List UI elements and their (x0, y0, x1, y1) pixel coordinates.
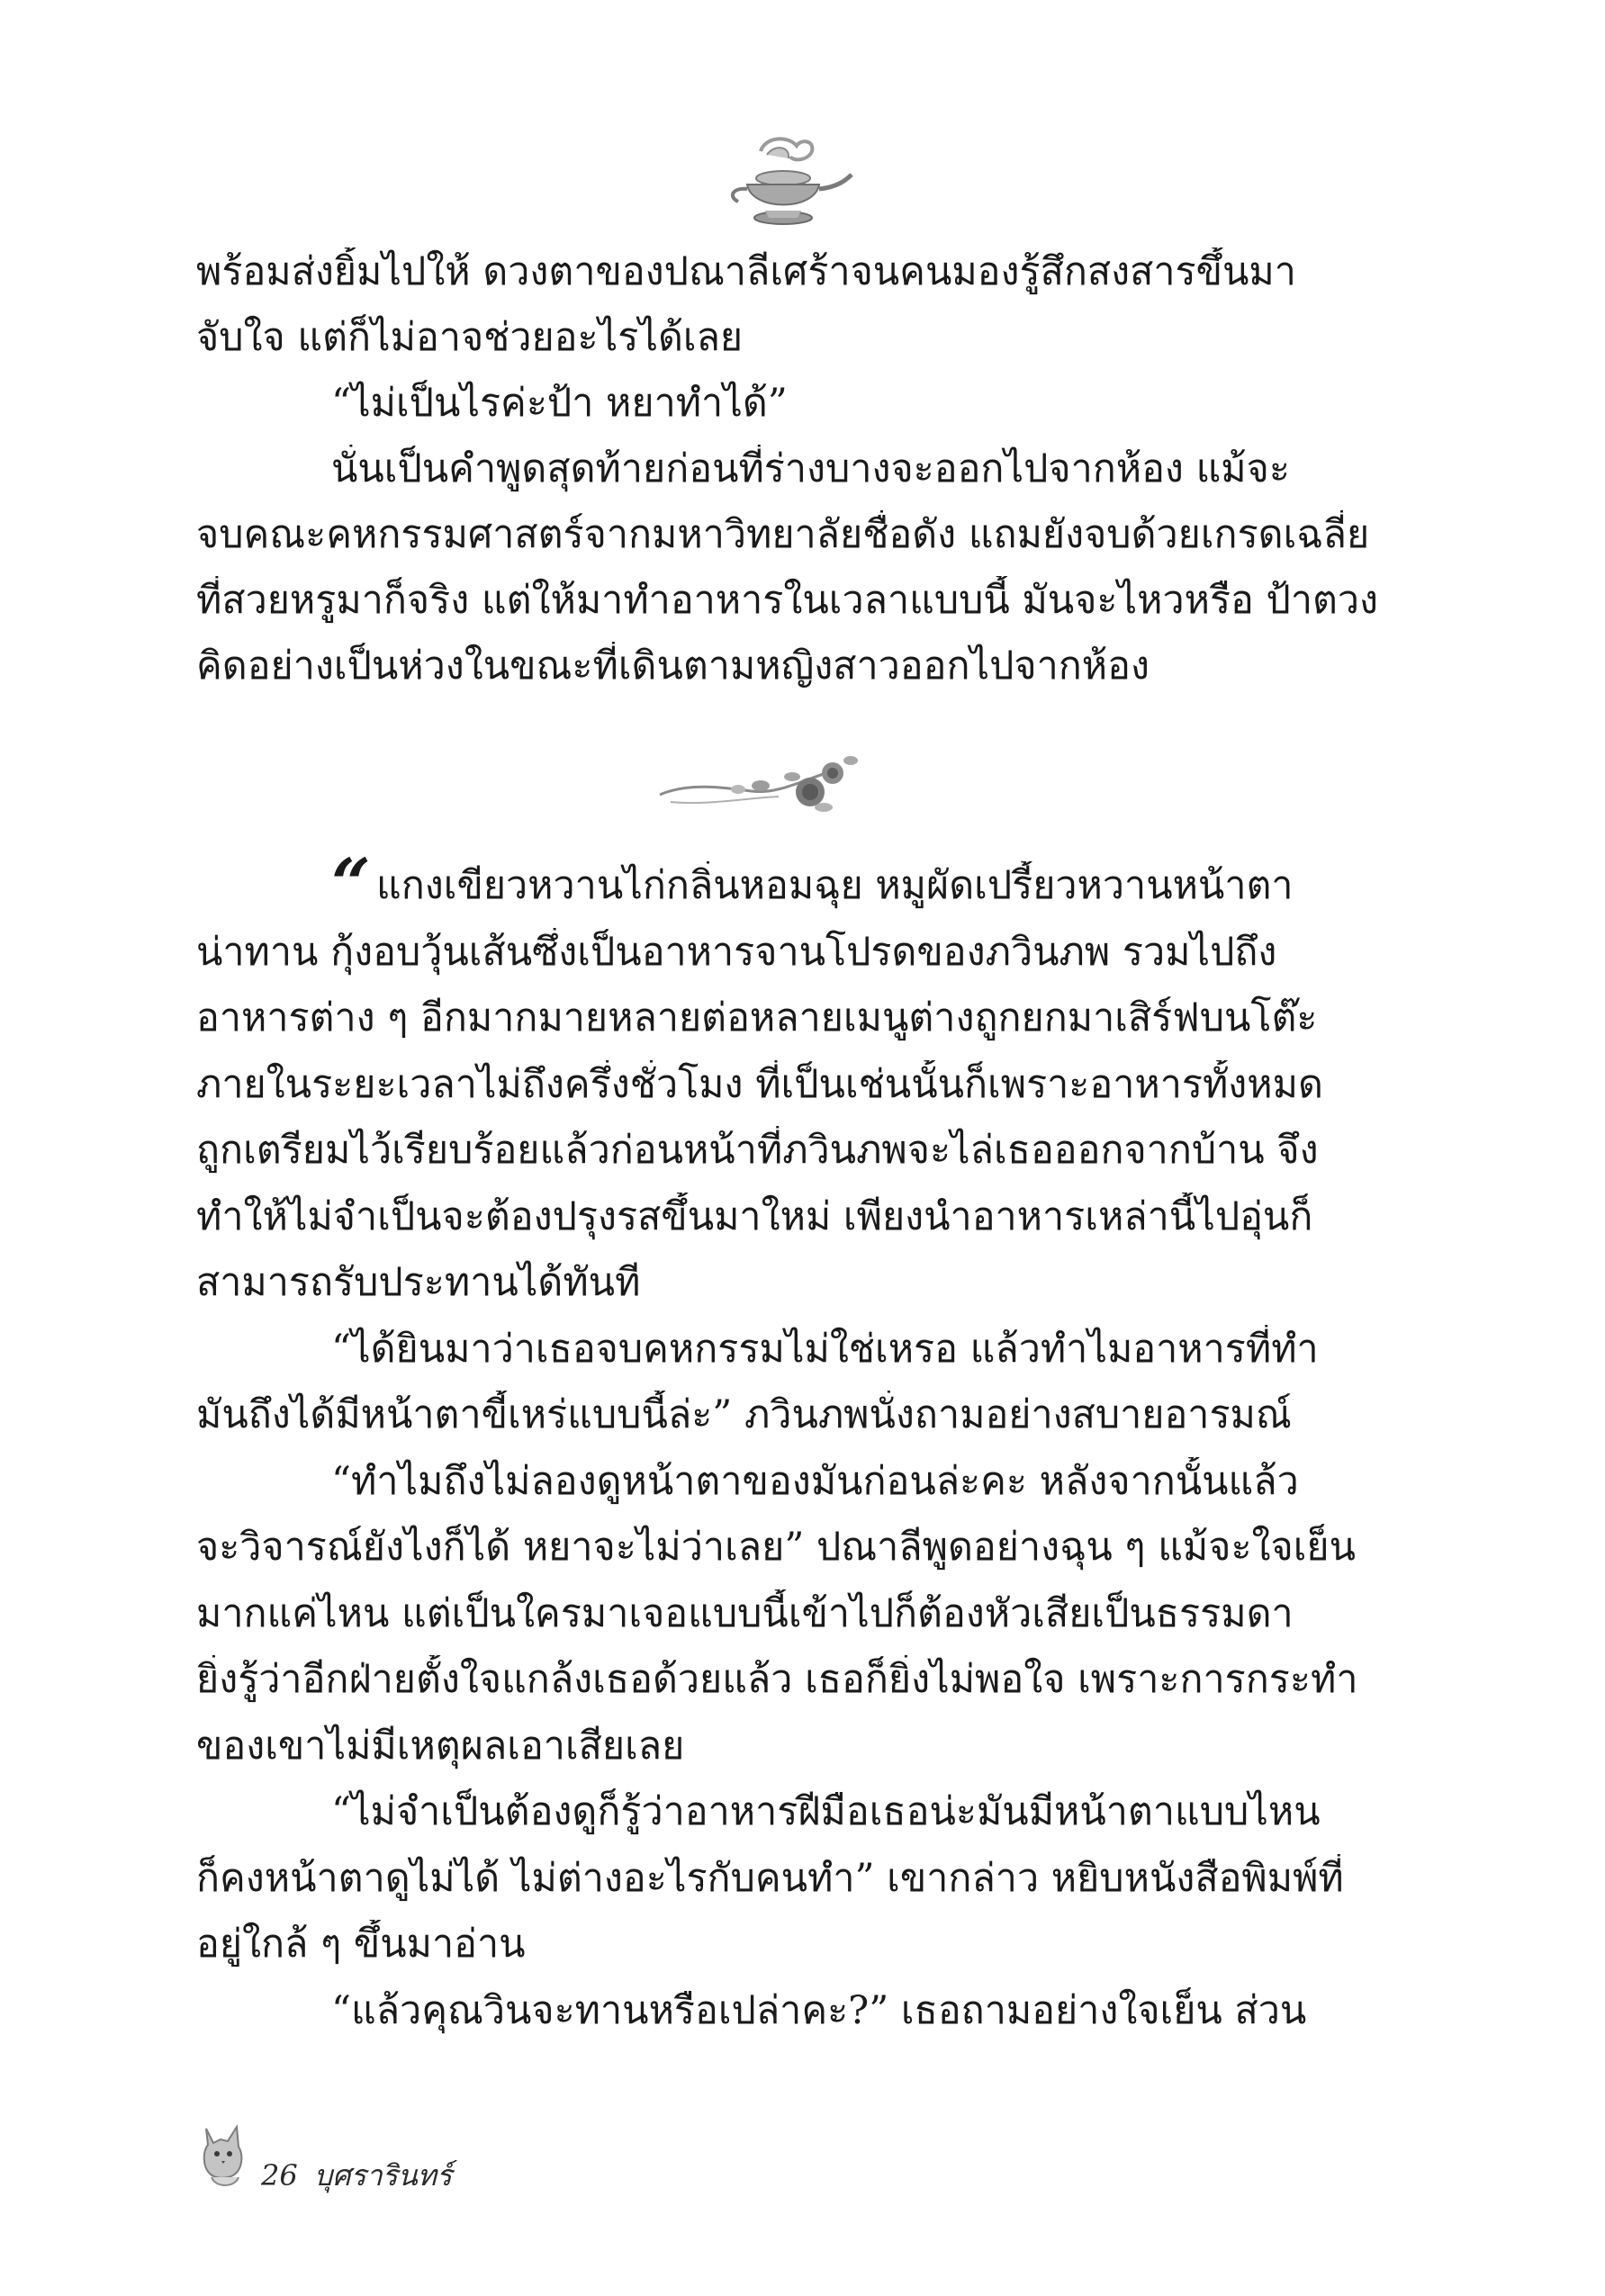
text-line: นั่นเป็นคำพูดสุดท้ายก่อนที่ร่างบางจะออกไปจากห้อง แม้จะ (331, 446, 1290, 491)
text-line: อยู่ใกล้ ๆ ขึ้นมาอ่าน (196, 1922, 526, 1967)
text-line: “ทำไมถึงไม่ลองดูหน้าตาของมันก่อนล่ะคะ หลังจากนั้นแล้ว (331, 1458, 1299, 1504)
author-name: บุศรารินทร์ (313, 2158, 453, 2192)
text-line: ของเขาไม่มีเหตุผลเอาเสียเลย (196, 1723, 685, 1769)
text-line: “ไม่เป็นไรค่ะป้า หยาทำได้” (331, 381, 788, 426)
text-line: “ไม่จำเป็นต้องดูก็รู้ว่าอาหารฝีมือเธอน่ะมันมีหน้าตาแบบไหน (331, 1789, 1321, 1834)
text-line: ถูกเตรียมไว้เรียบร้อยแล้วก่อนหน้าที่ภวินภพจะไล่เธอออกจากบ้าน จึง (196, 1128, 1319, 1173)
text-line: อาหารต่าง ๆ อีกมากมายหลายต่อหลายเมนูต่างถูกยกมาเสิร์ฟบนโต๊ะ (196, 995, 1318, 1040)
text-line: “แล้วคุณวินจะทานหรือเปล่าคะ?” เธอถามอย่างใจเย็น ส่วน (331, 1987, 1307, 2033)
rose-flourish-ornament (653, 743, 869, 828)
text-line: ทำให้ไม่จำเป็นจะต้องปรุงรสขึ้นมาใหม่ เพียงนำอาหารเหล่านี้ไปอุ่นก็ (196, 1193, 1313, 1239)
text-line: มันถึงได้มีหน้าตาขี้เหร่แบบนี้ล่ะ” ภวินภพนั่งถามอย่างสบายอารมณ์ (196, 1392, 1292, 1437)
text-line: แกงเขียวหวานไก่กลิ่นหอมฉุย หมูผัดเปรี้ยวหวานหน้าตา (376, 863, 1294, 908)
text-line: ภายในระยะเวลาไม่ถึงครึ่งชั่วโมง ที่เป็นเช่นนั้นก็เพราะอาหารทั้งหมด (196, 1061, 1323, 1107)
text-line: ที่สวยหรูมาก็จริง แต่ให้มาทำอาหารในเวลาแบบนี้ มันจะไหวหรือ ป้าตวง (196, 578, 1379, 623)
text-line: มากแค่ไหน แต่เป็นใครมาเจอแบบนี้เข้าไปก็ต้องหัวเสียเป็นธรรมดา (196, 1590, 1294, 1636)
text-line: ยิ่งรู้ว่าอีกฝ่ายตั้งใจแกล้งเธอด้วยแล้ว เธอก็ยิ่งไม่พอใจ เพราะการกระทำ (196, 1657, 1358, 1702)
text-line: จะวิจารณ์ยังไงก็ได้ หยาจะไม่ว่าเลย” ปณาลีพูดอย่างฉุน ๆ แม้จะใจเย็น (196, 1525, 1357, 1570)
text-line: คิดอย่างเป็นห่วงในขณะที่เดินตามหญิงสาวออกไปจากห้อง (196, 644, 1150, 689)
cat-icon (194, 2120, 257, 2192)
text-line: สามารถรับประทานได้ทันที (196, 1260, 641, 1305)
page-number: 26 (261, 2158, 298, 2192)
text-line: จับใจ แต่ก็ไม่อาจช่วยอะไรได้เลย (196, 315, 744, 360)
text-line: จบคณะคหกรรมศาสตร์จากมหาวิทยาลัยชื่อดัง แถมยังจบด้วยเกรดเฉลี่ย (196, 512, 1370, 557)
page-footer (261, 2153, 452, 2199)
text-line: พร้อมส่งยิ้มไปให้ ดวงตาของปณาลีเศร้าจนคนมองรู้สึกสงสารขึ้นมา (196, 249, 1296, 294)
text-line: ก็คงหน้าตาดูไม่ได้ ไม่ต่างอะไรกับคนทำ” เขากล่าว หยิบหนังสือพิมพ์ที่ (196, 1855, 1344, 1901)
magic-lamp-ornament (711, 135, 855, 234)
drop-cap-quote: “ (331, 843, 371, 923)
text-line: น่าทาน กุ้งอบวุ้นเส้นซึ่งเป็นอาหารจานโปรดของภวินภพ รวมไปถึง (196, 929, 1277, 975)
text-line: “ได้ยินมาว่าเธอจบคหกรรมไม่ใช่เหรอ แล้วทำไมอาหารที่ทำ (331, 1326, 1319, 1372)
